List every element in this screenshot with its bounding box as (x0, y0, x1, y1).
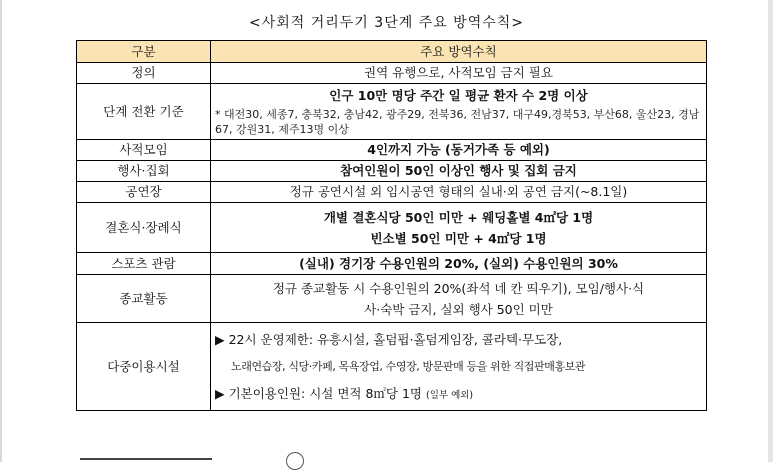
row-content-private-gathering: 4인까지 가능 (동거가족 등 예외) (211, 140, 707, 161)
row-label-performance-hall: 공연장 (77, 182, 211, 203)
funeral-rule-text: 빈소별 50인 미만 + 4㎡당 1명 (370, 230, 547, 246)
header-measures: 주요 방역수칙 (211, 41, 707, 63)
row-content-multi-use-facilities (211, 323, 707, 411)
header-category: 구분 (77, 41, 211, 63)
circle-marker (286, 452, 304, 470)
row-label-transition-criteria: 단계 전환 기준 (77, 84, 211, 140)
row-label-sports-viewing: 스포츠 관람 (77, 253, 211, 275)
row-content-definition: 권역 유행으로, 사적모임 금지 필요 (211, 63, 707, 84)
page-divider-line (80, 458, 212, 460)
window-left-edge (0, 0, 2, 462)
table-row (77, 323, 707, 411)
row-label-events-rallies: 행사·집회 (77, 161, 211, 182)
criteria-regional-note: * 대전30, 세종7, 충북32, 충남42, 광주29, 전북36, 전남37, 대구49,경북53, 부산68, 울산23, 경남67, 강원31, 제주13명 이상 (215, 108, 700, 136)
wedding-rule-text: 개별 결혼식당 50인 미만 + 웨딩홀별 4㎡당 1명 (323, 209, 594, 225)
row-content-events-rallies: 참여인원이 50인 이상인 행사 및 집회 금지 (211, 161, 707, 182)
window-scrollbar[interactable] (768, 0, 773, 462)
document-title: <사회적 거리두기 3단계 주요 방역수칙> (248, 15, 525, 31)
table-row (77, 182, 707, 203)
table-row (77, 203, 707, 253)
row-label-religious-activities: 종교활동 (77, 275, 211, 323)
facilities-hours-line: ▶ 22시 운영제한: 유흥시설, 홀덤펍·홀덤게임장, 콜라텍·무도장, (215, 331, 563, 347)
table-row (77, 63, 707, 84)
row-content-sports-viewing: (실내) 경기장 수용인원의 20%, (실외) 수용인원의 30% (211, 253, 707, 275)
row-content-weddings-funerals (211, 203, 707, 253)
table-row (77, 161, 707, 182)
facilities-list-line: 노래연습장, 식당·카페, 목욕장업, 수영장, 방문판매 등을 위한 직접판매홍보관 (231, 359, 586, 373)
row-label-weddings-funerals: 결혼식·장례식 (77, 203, 211, 253)
table-row (77, 253, 707, 275)
religious-rule-line-2: 사·숙박 금지, 실외 행사 50인 미만 (364, 301, 553, 317)
table-row (77, 140, 707, 161)
row-content-transition-criteria (211, 84, 707, 140)
row-label-multi-use-facilities: 다중이용시설 (77, 323, 211, 411)
facilities-capacity-note: (일부 예외) (425, 389, 474, 401)
measures-table (76, 40, 707, 411)
religious-rule-line-1: 정규 종교활동 시 수용인원의 20%(좌석 네 칸 띄우기), 모임/행사·식 (272, 280, 645, 296)
facilities-capacity-line (215, 381, 702, 407)
table-row (77, 84, 707, 140)
row-label-definition: 정의 (77, 63, 211, 84)
table-row (77, 275, 707, 323)
row-label-private-gathering: 사적모임 (77, 140, 211, 161)
table-header-row (77, 41, 707, 63)
criteria-main-text: 인구 10만 명당 주간 일 평균 환자 수 2명 이상 (329, 88, 588, 103)
row-content-religious-activities (211, 275, 707, 323)
facilities-capacity-text: ▶ 기본이용인원: 시설 면적 8㎡당 1명 (215, 385, 422, 401)
row-content-performance-hall: 정규 공연시설 외 임시공연 형태의 실내·외 공연 금지(~8.1일) (211, 182, 707, 203)
